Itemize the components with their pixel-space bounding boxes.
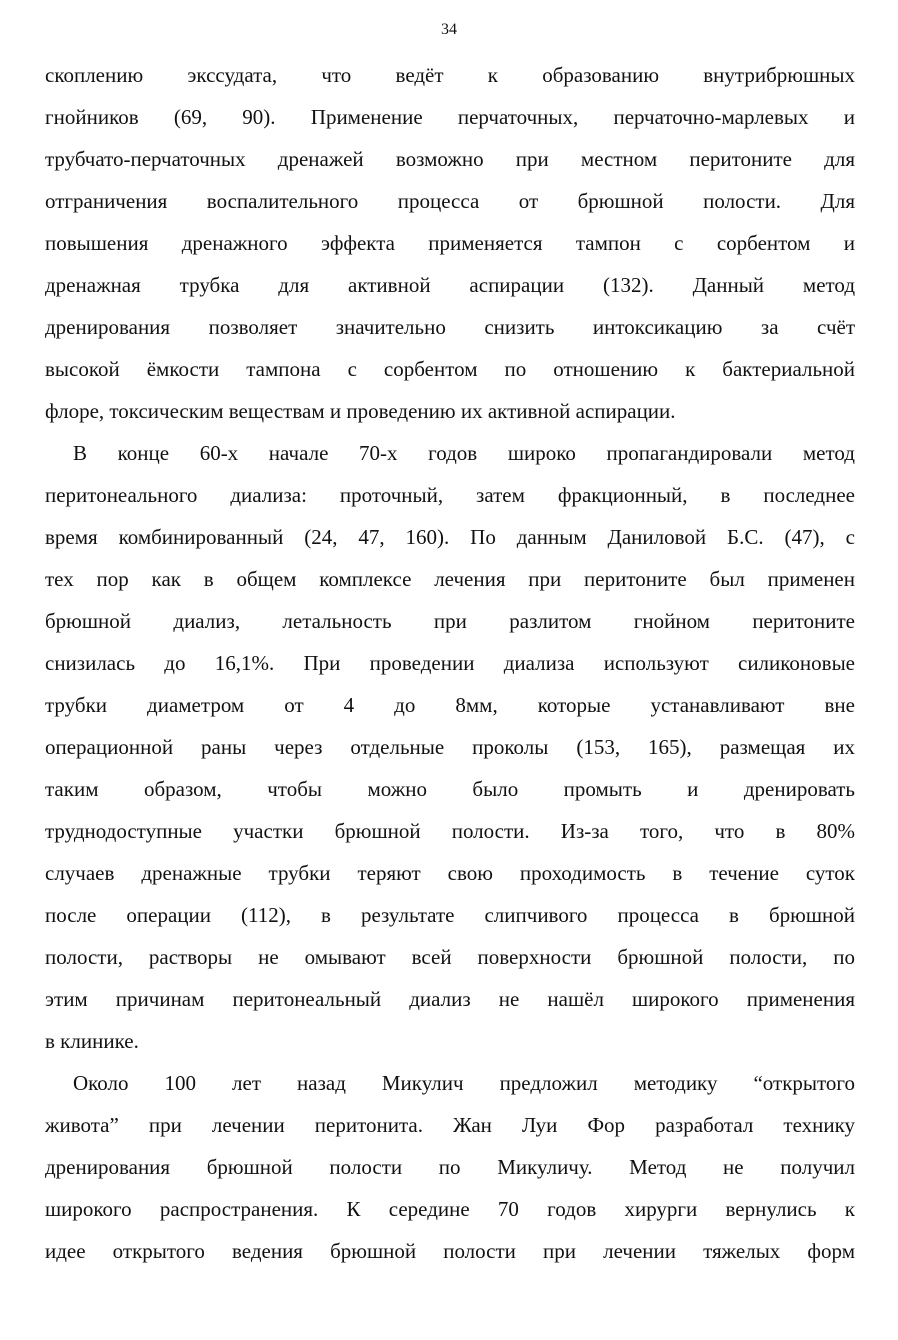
text-line: гнойников (69, 90). Применение перчаточных, перчаточно-марлевых и bbox=[45, 105, 855, 129]
text-line: тех пор как в общем комплексе лечения при перитоните был применен bbox=[45, 567, 855, 591]
text-line: время комбинированный (24, 47, 160). По данным Даниловой Б.С. (47), с bbox=[45, 525, 855, 549]
text-line: таким образом, чтобы можно было промыть и дренировать bbox=[45, 777, 855, 801]
text-line: трубки диаметром от 4 до 8мм, которые устанавливают вне bbox=[45, 693, 855, 717]
text-line: отграничения воспалительного процесса от брюшной полости. Для bbox=[45, 189, 855, 213]
paragraph-2 bbox=[45, 432, 855, 1062]
text-line: перитонеального диализа: проточный, затем фракционный, в последнее bbox=[45, 483, 855, 507]
text-line: флоре, токсическим веществам и проведению их активной аспирации. bbox=[45, 399, 676, 423]
body-text bbox=[45, 54, 855, 1272]
text-line: в клинике. bbox=[45, 1029, 139, 1053]
text-line: дренажная трубка для активной аспирации (132). Данный метод bbox=[45, 273, 855, 297]
text-line: живота” при лечении перитонита. Жан Луи Фор разработал технику bbox=[45, 1113, 855, 1137]
text-line: после операции (112), в результате слипчивого процесса в брюшной bbox=[45, 903, 855, 927]
paragraph-3 bbox=[45, 1062, 855, 1272]
text-line: дренирования брюшной полости по Микуличу. Метод не получил bbox=[45, 1155, 855, 1179]
text-line: Около 100 лет назад Микулич предложил методику “открытого bbox=[73, 1071, 855, 1095]
page-number: 34 bbox=[441, 21, 457, 38]
paragraph-1 bbox=[45, 54, 855, 432]
text-line: трубчато-перчаточных дренажей возможно при местном перитоните для bbox=[45, 147, 855, 171]
text-line: дренирования позволяет значительно снизить интоксикацию за счёт bbox=[45, 315, 855, 339]
text-line: операционной раны через отдельные проколы (153, 165), размещая их bbox=[45, 735, 855, 759]
text-line: полости, растворы не омывают всей поверхности брюшной полости, по bbox=[45, 945, 855, 969]
text-line: повышения дренажного эффекта применяется тампон с сорбентом и bbox=[45, 231, 855, 255]
text-line: широкого распространения. К середине 70 годов хирурги вернулись к bbox=[45, 1197, 855, 1221]
text-line: скоплению экссудата, что ведёт к образованию внутрибрюшных bbox=[45, 63, 855, 87]
text-line: случаев дренажные трубки теряют свою проходимость в течение суток bbox=[45, 861, 855, 885]
text-line: этим причинам перитонеальный диализ не нашёл широкого применения bbox=[45, 987, 855, 1011]
text-line: снизилась до 16,1%. При проведении диализа используют силиконовые bbox=[45, 651, 855, 675]
text-line: В конце 60-х начале 70-х годов широко пропагандировали метод bbox=[73, 441, 855, 465]
text-line: брюшной диализ, летальность при разлитом гнойном перитоните bbox=[45, 609, 855, 633]
text-line: идее открытого ведения брюшной полости при лечении тяжелых форм bbox=[45, 1239, 855, 1263]
text-line: труднодоступные участки брюшной полости. Из-за того, что в 80% bbox=[45, 819, 855, 843]
text-line: высокой ёмкости тампона с сорбентом по отношению к бактериальной bbox=[45, 357, 855, 381]
